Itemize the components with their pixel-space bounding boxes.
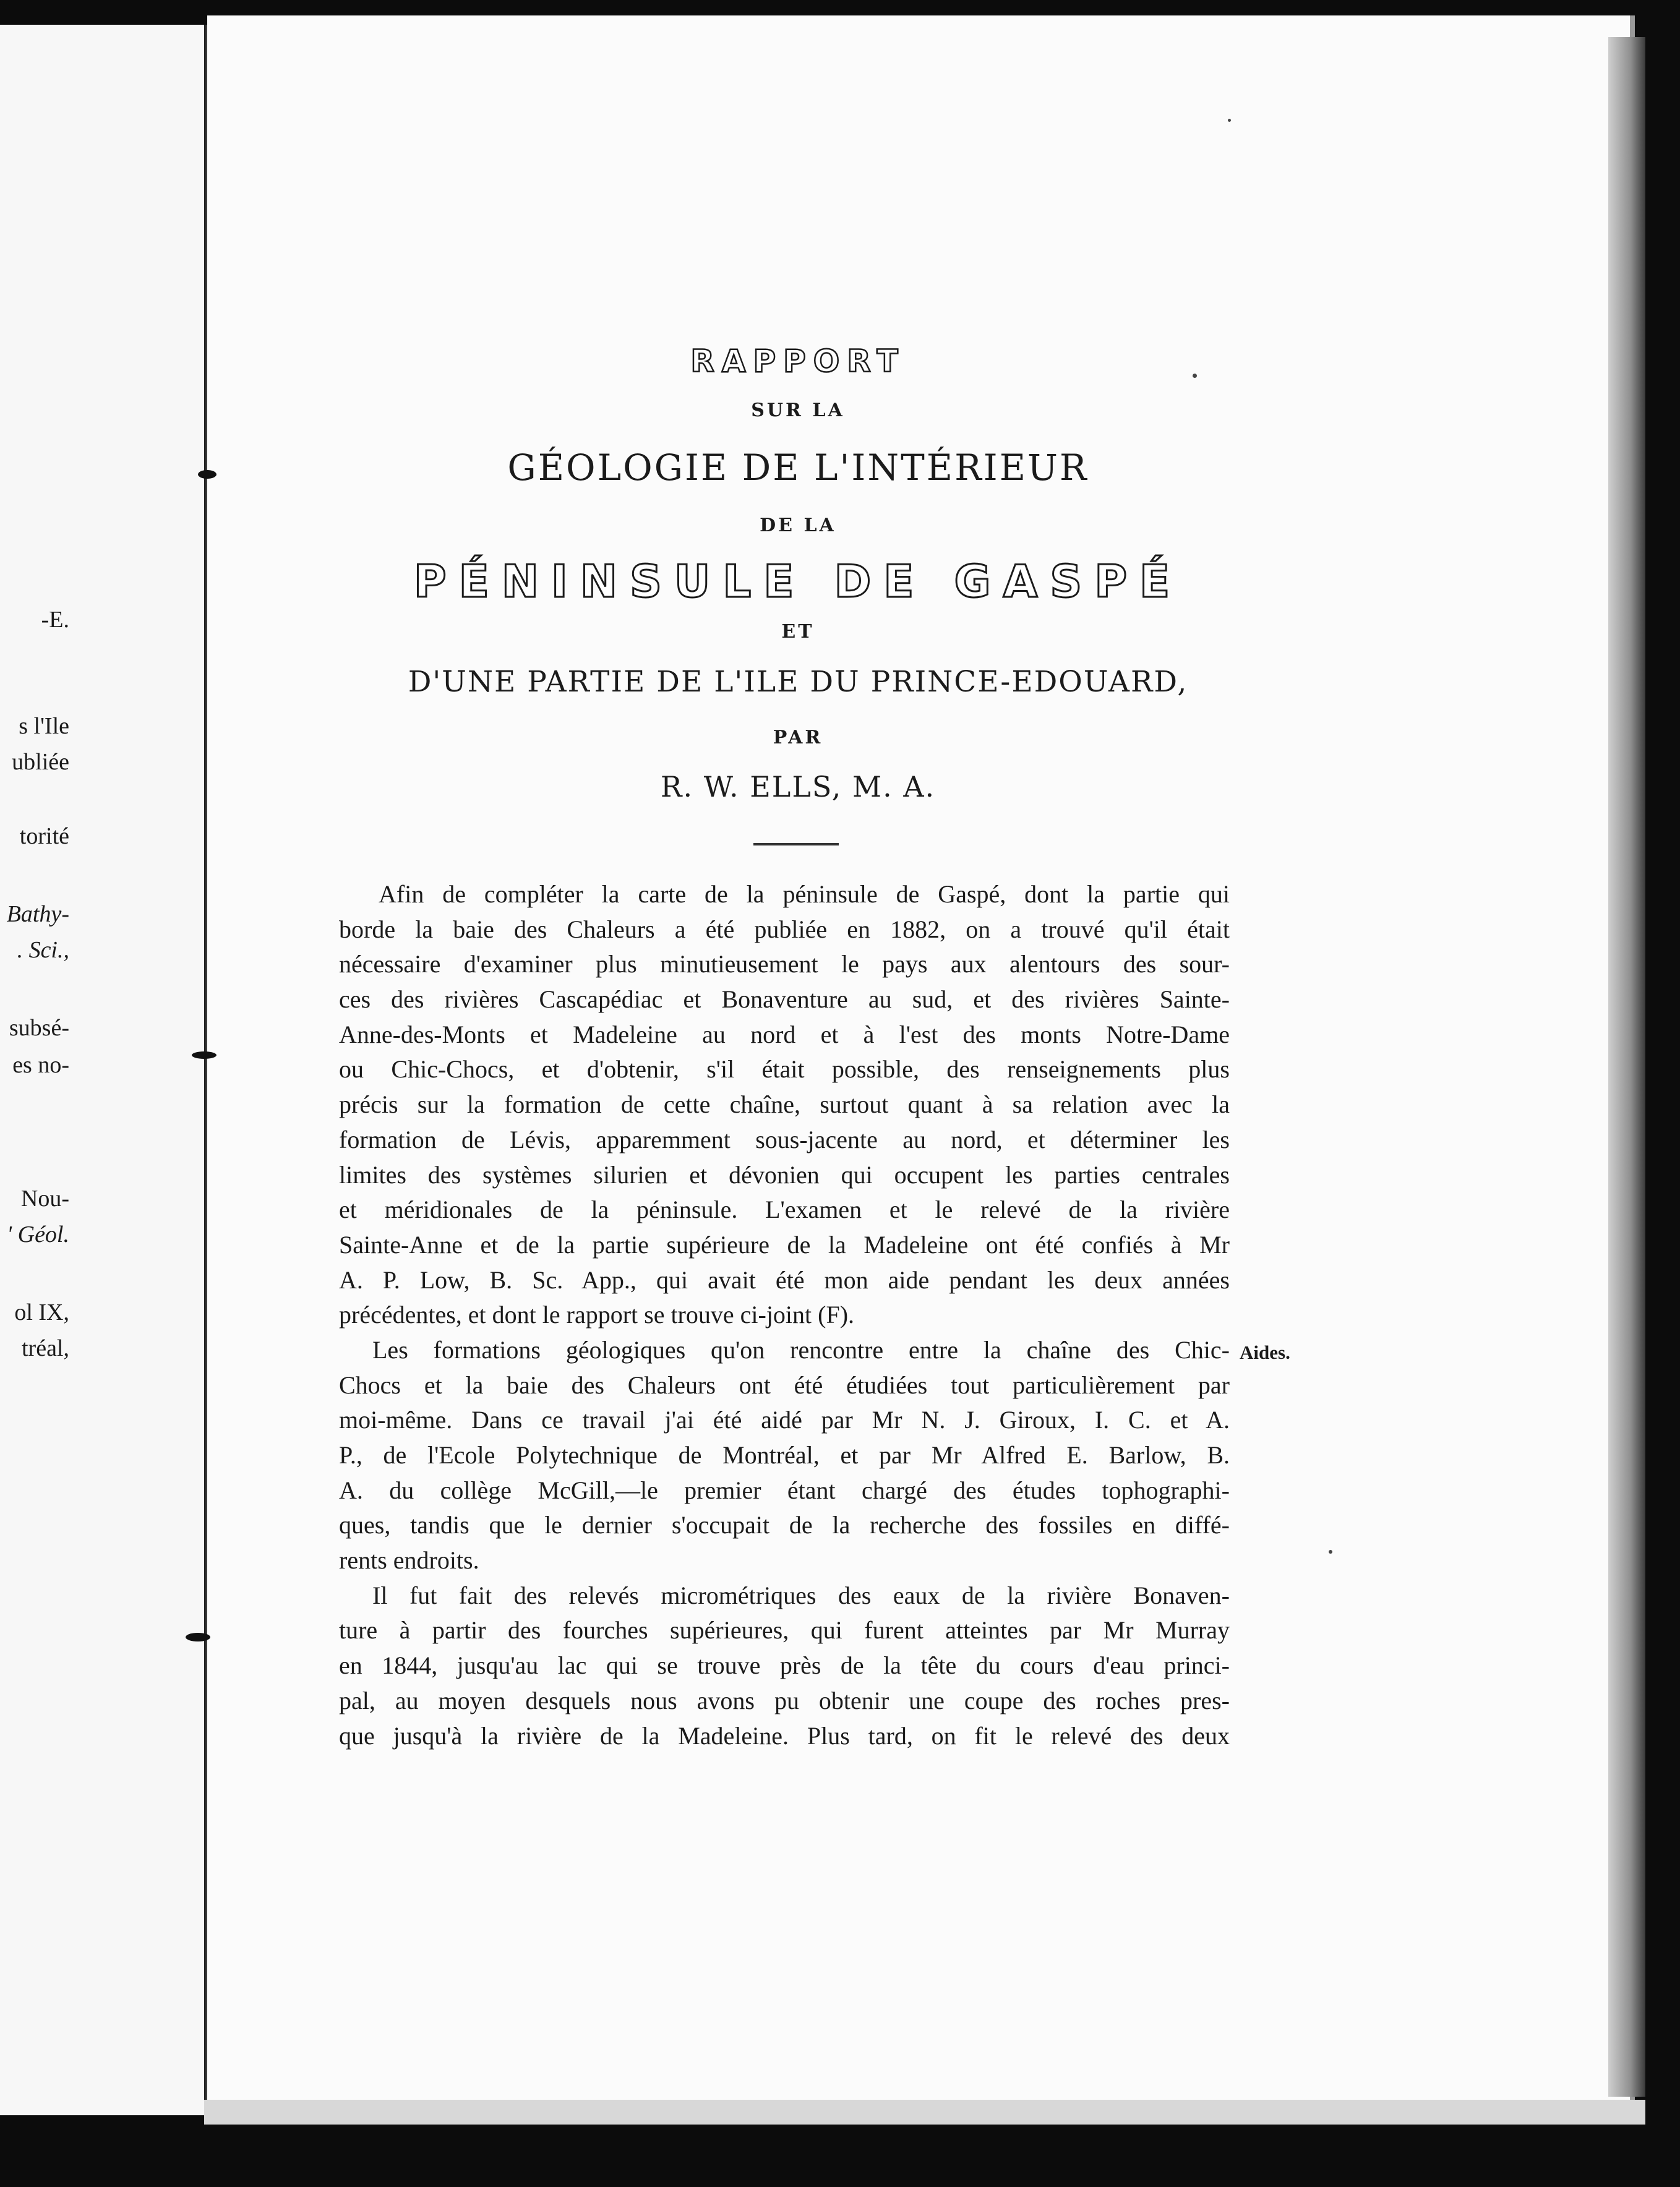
- text-line: précis sur la formation de cette chaîne, surtout quant à sa relation avec la: [339, 1090, 1230, 1119]
- text-line: limites des systèmes silurien et dévonien qui occupent les parties centrales: [339, 1160, 1230, 1189]
- text-line: A. P. Low, B. Sc. App., qui avait été mon aide pendant les deux années: [339, 1265, 1230, 1294]
- paper-speck: [1228, 119, 1231, 122]
- text-line: Chocs et la baie des Chaleurs ont été étudiées tout particulièrement par: [339, 1371, 1230, 1399]
- paper-speck: [1329, 1550, 1332, 1554]
- text-line: ture à partir des fourches supérieures, qui furent atteintes par Mr Murray: [339, 1616, 1230, 1645]
- paper-speck: [192, 1051, 216, 1059]
- text-line: P., de l'Ecole Polytechnique de Montréal, et par Mr Alfred E. Barlow, B.: [339, 1441, 1230, 1469]
- title-geologie: GÉOLOGIE DE L'INTÉRIEUR: [507, 447, 1089, 489]
- subtitle-de-la: DE LA: [760, 515, 836, 536]
- text-line: Il fut fait des relevés micrométriques des eaux de la rivière Bonaven-: [372, 1581, 1230, 1609]
- text-line: formation de Lévis, apparemment sous-jacente au nord, et déterminer les: [339, 1125, 1230, 1153]
- bottom-page-edge: [204, 2100, 1645, 2125]
- left-fragment: ' Géol.: [7, 1222, 69, 1248]
- subtitle-par: PAR: [773, 727, 823, 748]
- text-line: que jusqu'à la rivière de la Madeleine. Plus tard, on fit le relevé des deux: [339, 1721, 1230, 1750]
- text-line: Sainte-Anne et de la partie supérieure de la Madeleine ont été confiés à Mr: [339, 1230, 1230, 1259]
- text-line: Les formations géologiques qu'on rencontre entre la chaîne des Chic-: [372, 1335, 1230, 1364]
- subtitle-sur-la: SUR LA: [751, 400, 845, 421]
- paper-speck: [186, 1633, 210, 1641]
- left-fragment: Bathy-: [6, 901, 69, 927]
- title-ile: D'UNE PARTIE DE L'ILE DU PRINCE-EDOUARD,: [408, 665, 1188, 699]
- left-fragment: torité: [19, 823, 69, 849]
- text-line: ces des rivières Cascapédiac et Bonaventure au sud, et des rivières Sainte-: [339, 985, 1230, 1014]
- text-line: Anne-des-Monts et Madeleine au nord et à l'est des monts Notre-Dame: [339, 1020, 1230, 1048]
- text-line: borde la baie des Chaleurs a été publiée en 1882, on a trouvé qu'il était: [339, 915, 1230, 943]
- title-rapport: RAPPORT: [690, 343, 906, 379]
- divider-rule: [753, 843, 839, 845]
- title-peninsule: PÉNINSULE DE GASPÉ: [413, 555, 1183, 607]
- left-fragment: subsé-: [9, 1015, 69, 1041]
- body-text: [339, 877, 1236, 1753]
- left-fragment: Nou-: [20, 1186, 69, 1212]
- text-line: A. du collège McGill,—le premier étant chargé des études tophographi-: [339, 1476, 1230, 1504]
- left-fragment: es no-: [12, 1052, 69, 1078]
- paper-speck: [1193, 374, 1197, 378]
- text-line: moi-même. Dans ce travail j'ai été aidé par Mr N. J. Giroux, I. C. et A.: [339, 1406, 1230, 1434]
- text-line: précédentes, et dont le rapport se trouve ci-joint (F).: [339, 1301, 855, 1329]
- paper-speck: [198, 470, 216, 479]
- left-fragment: tréal,: [21, 1335, 69, 1361]
- margin-note: Aides.: [1240, 1342, 1290, 1363]
- text-line: ou Chic-Chocs, et d'obtenir, s'il était possible, des renseignements plus: [339, 1055, 1230, 1084]
- subtitle-et: ET: [781, 621, 815, 643]
- left-fragment: s l'Ile: [19, 713, 69, 739]
- text-line: rents endroits.: [339, 1546, 479, 1575]
- text-line: en 1844, jusqu'au lac qui se trouve près de la tête du cours d'eau princi-: [339, 1651, 1230, 1680]
- text-line: pal, au moyen desquels nous avons pu obtenir une coupe des roches pres-: [339, 1686, 1230, 1714]
- left-fragment: . Sci.,: [17, 937, 69, 963]
- text-line: Afin de compléter la carte de la péninsule de Gaspé, dont la partie qui: [379, 880, 1230, 908]
- text-line: et méridionales de la péninsule. L'examen et le relevé de la rivière: [339, 1196, 1230, 1224]
- left-fragment: ubliée: [12, 749, 69, 775]
- text-line: ques, tandis que le dernier s'occupait de la recherche des fossiles en diffé-: [339, 1511, 1230, 1539]
- text-line: nécessaire d'examiner plus minutieusement le pays aux alentours des sour-: [339, 950, 1230, 978]
- left-fragment: ol IX,: [14, 1299, 69, 1325]
- page-edge-shadow: [1608, 37, 1645, 2097]
- left-page: [0, 25, 204, 2115]
- left-fragment: -E.: [41, 607, 69, 633]
- author-name: R. W. ELLS, M. A.: [660, 770, 936, 803]
